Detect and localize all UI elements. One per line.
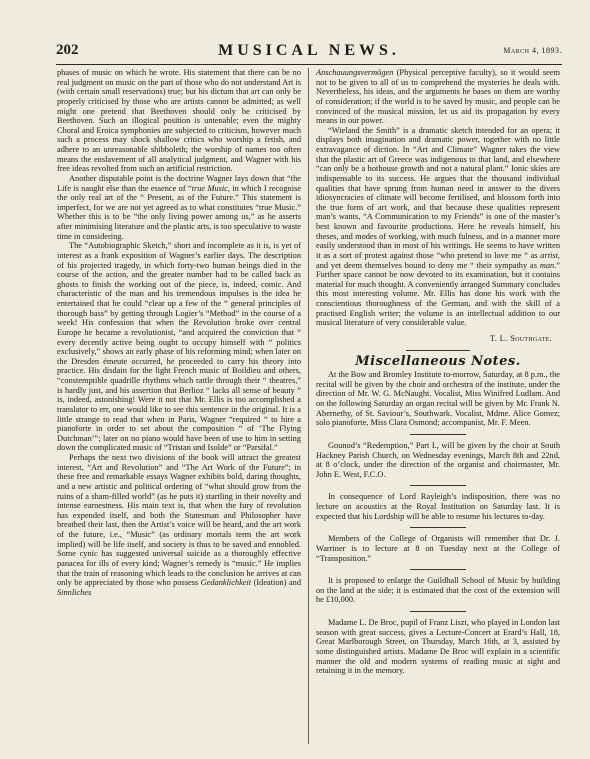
header-rule: [56, 64, 562, 65]
article-paragraph: [316, 68, 560, 126]
note-separator: [410, 485, 466, 486]
right-column: [316, 68, 560, 676]
section-rule: [406, 350, 470, 351]
note-separator: [410, 434, 466, 435]
text-run: .” Further space cannot be now devoted to its examination, but it contains material for much thought. A conveniently arranged Summary concludes this most interesting volume. Mr. Ellis has done his work with the conscientious thoroughness of the German, and with the skill of a practised English writer; the volume is an intellectual addition to our musical literature of very considerable value.: [316, 260, 560, 328]
masthead-title: MUSICAL NEWS.: [218, 42, 400, 59]
news-note: At the Bow and Bromley Institute to-morrow, Saturday, at 8 p.m., the recital will be given by the choir and orchestra of the institute, under the direction of Mr. W. G. McNaught. Vocalist, Miss Winifred Ludlam. And on the following Saturday an organ recital will be given by Mr. Frank N. Abernethy, of St. Saviour’s, Southwark. Vocalist, Mdme. Alice Gomez; solo pianoforte, Miss Clara Osmond; accompanist, Mr. F. Meen.: [316, 370, 560, 428]
italic-text-run: Sinnliches: [57, 587, 92, 597]
column-divider: [308, 68, 309, 744]
italic-text-run: Gedanklichkeit: [200, 578, 252, 588]
article-paragraph: The “Autobiographic Sketch,” short and incomplete as it is, is yet of interest as a frank exposition of Wagner’s earlier days. The description of his projected tragedy, in which forty-two human beings died in the course of the action, and the greater number had to be called back as ghosts to finish the working out of the piece, is, indeed, comic. And characteristic of the man and his tremendous impulses is the idea he entertained that he could “clear up a few of the “ general principles of thorough bass” by getting through Logier’s “Method” in the course of a week! His confession that when the Revolution broke over central Europe he became a revolutionist, “and acquired the conviction that “ every decently active being ought to occupy himself with “ politics exclusively,” shows an early phase of his reforming mind; when later on the Dresden émeute occurred, he proceeded to carry his theory into practice. His disdain for the light French music of Boildieu and others, “constemptible quadrille rhythms which rattle through their “ theatres,” is hardly just, and his assertion that Berlioz “ lacks all sense of beauty ” is, indeed, astonishing! Were it not that Mr. Ellis is too accomplished a translator to err, one would like to see this sentence in the original. It is a little strange to read that when in Paris, Wagner “required “ to hire a pianoforte in order to set about the composition “ of ‘The Flying Dutchman’”; later on no piano would have been of use to him in setting down the complicated music of “Tristan und Isolde” or “Parsifal.”: [57, 241, 301, 453]
news-note: In consequence of Lord Rayleigh’s indisposition, there was no lecture on acoustics at the Royal Institution on Saturday last. It is expected that his Lordship will be able to resume his lectures to-day.: [316, 492, 560, 521]
text-run: , in which I recognise the only real art of the “ Present, as of the Future.” This statement is imperfect, for we are not yet agreed as to what constitutes “true Music.” Whether this is to be “the only living power among us,” as he asserts after minimising literature and the plastic arts, is too speculative to waste time in considering.: [57, 183, 301, 241]
text-run: , and yet deem themselves bound to deny me “ their sympathy as: [316, 250, 560, 270]
italic-text-run: artist: [540, 250, 558, 260]
text-run: (Ideation) and: [251, 578, 301, 588]
page-header: [56, 42, 562, 62]
article-paragraph: phases of music on which he wrote. His statement that there can be no real judgment on music on the part of those who do not understand Art is (with certain small reservations) true; but his dictum that art can only be properly criticised by those who are artists cannot be admitted; as well might one pretend that Beethoven should only be criticised by Beethoven. Such an illogical position is untenable; even the mighty Choral and Eroica symphonies are subjected to criticism, however much such a process may shock shallow critics who worship a fetish, and adhere to an unreasonable shibboleth; the worship of names too often means the enslavement of all analytical judgment, and Wagner with his free ideas revolted from such an artificial restriction.: [57, 68, 301, 174]
italic-text-run: man: [539, 260, 555, 270]
news-note: Gounod’s “Redemption,” Part I., will be given by the choir at South Hackney Parish Church, on Wednesday evenings, March 8th and 22nd, at 8 o’clock, under the direction of the organist and choirmaster, Mr. John E. West, F.C.O.: [316, 440, 560, 479]
italic-text-run: true Music: [191, 183, 228, 193]
note-separator: [410, 611, 466, 612]
italic-text-run: Anschauungsvermögen: [316, 68, 394, 77]
news-note: Members of the College of Organists will remember that Dr. J. Warriner is to lecture at 8 on Tuesday next at the College of “Transposition.”: [316, 534, 560, 563]
news-note: It is proposed to enlarge the Guildhall School of Music by building on the land at the side; it is estimated that the cost of the extension will be £10,000.: [316, 576, 560, 605]
text-run: “Wieland the Smith” is a dramatic sketch intended for an opera; it displays both imagination and dramatic power, together with no little extravagance of diction. In “Art and Climate” Wagner takes the view that the plastic art of Greece was indigenous to that land, and elsewhere “can only be a hothouse growth and not a natural plant.” Ionic skies are indispensable to its success. He argues that the thousand individual qualities that have sprung from human need in answer to the divers idiosyncracies of climate will become fertilised, and blossom forth into the true form of art work, and that because these qualities represent man’s wants, “A Communication to my Friends” is one of the master’s best known and favourite productions. Here he reveals himself, his theses, and modes of working, with much fulness, and in a manner more easily understood than in most of his writings. He seems to have written it as a sort of protest against those “who pretend to love me “ as: [316, 125, 560, 260]
text-run: (Physical perceptive faculty), so it would seem not to be given to all of us to comprehend the mysteries he deals with. Nevertheless, his ideas, and the arguments he bases on them are worthy of consideration; if the world is to be saved by music, and people can be convinced of the musical mission, let us aid its propagation by every means in our power.: [316, 68, 560, 126]
page-number: 202: [56, 42, 79, 58]
author-signature: T. L. Southgate.: [489, 332, 552, 343]
note-separator: [410, 569, 466, 570]
news-note: Madame L. De Broc, pupil of Franz Liszt, who played in London last season with great success, gives a Lecture-Concert at Erard’s Hall, 18, Great Marlborough Street, on Thursday, March 16th, at 3, assisted by some distinguished artists. Madame De Broc will explain in a scientific manner the old and modern systems of reading music at sight and retaining it in the memory.: [316, 618, 560, 676]
text-run: Perhaps the next two divisions of the book will attract the greatest interest, “Art and Revolution” and “The Art Work of the Future”; in these free and remarkable essays Wagner exhibits bold, daring thoughts, and a new artistic and political ordering of “what should grow from the ruins of a sham-filled world” (as he puts it) startling in their novelty and intense earnestness. His main text is, that when the fury of revolution has expended itself, and both the Statesman and Philosopher have breathed their last, then the Artist’s voice will be heard, and the art work of the future, i.e., “Music” (as ordinary mortals term the art work implied) will be life itself, and society is thus to be saved and ennobled. Some cynic has suggested universal suicide as a thoroughly effective panacea for ills of every kind; Wagner’s remedy is “music.” He implies that the train of reasoning which leads to the conclusion he arrives at can only be appreciated by those who possess: [57, 453, 301, 588]
article-paragraph: [57, 453, 301, 597]
left-column: [57, 68, 301, 597]
text-run: Another disputable point is the doctrine Wagner lays down that “the Life is naught else than the essence of “: [57, 173, 301, 193]
article-paragraph: [57, 174, 301, 241]
section-heading: Miscellaneous Notes.: [355, 353, 521, 369]
note-separator: [410, 527, 466, 528]
issue-date: March 4, 1893.: [503, 46, 562, 55]
article-paragraph: [316, 126, 560, 328]
